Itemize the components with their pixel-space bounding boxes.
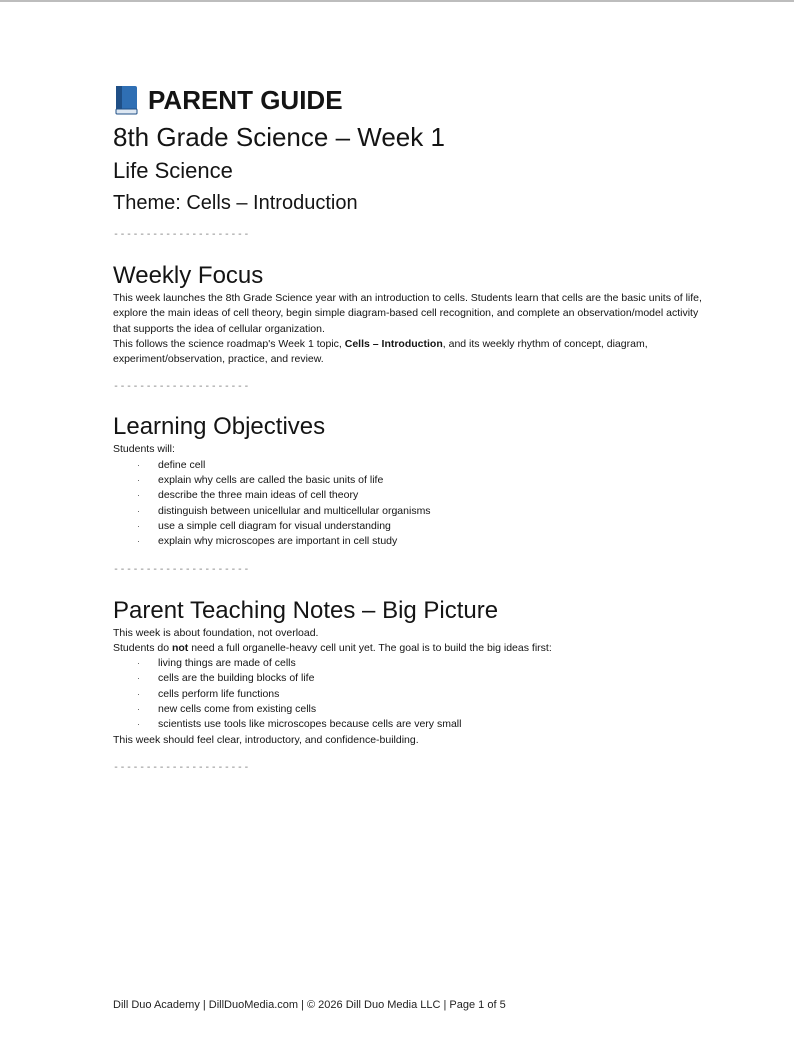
book-icon (113, 85, 139, 115)
grade-week-heading: 8th Grade Science – Week 1 (113, 122, 445, 152)
bullet-icon: · (137, 459, 140, 470)
list-item-text: living things are made of cells (158, 657, 296, 670)
notes-line: Students do not need a full organelle-heavy cell unit yet. The goal is to build the big ideas first: (113, 641, 552, 654)
section-divider: --------------------- (113, 761, 250, 773)
bullet-icon: · (137, 658, 140, 669)
bullet-icon: · (137, 536, 140, 547)
big-ideas-list (113, 656, 713, 732)
list-item (113, 671, 713, 686)
list-item-text: define cell (158, 458, 206, 471)
notes-line: This week is about foundation, not overload. (113, 626, 319, 639)
bullet-icon: · (137, 673, 140, 684)
list-item-text: distinguish between unicellular and multicellular organisms (158, 504, 431, 517)
list-item (113, 488, 713, 503)
bullet-icon: · (137, 505, 140, 516)
list-item-text: use a simple cell diagram for visual understanding (158, 519, 391, 532)
emphasis-not: not (171, 641, 189, 654)
list-item (113, 519, 713, 534)
objectives-intro: Students will: (113, 443, 175, 456)
subject-heading: Life Science (113, 158, 233, 183)
page-top-border (0, 0, 794, 2)
list-item-text: new cells come from existing cells (158, 703, 317, 716)
list-item (113, 702, 713, 717)
objectives-list (113, 458, 713, 550)
section-heading: Weekly Focus (113, 262, 264, 289)
notes-closing: This week should feel clear, introductory, and confidence-building. (113, 733, 419, 746)
bullet-icon: · (137, 719, 140, 730)
list-item-text: cells are the building blocks of life (158, 672, 315, 685)
list-item-text: scientists use tools like microscopes because cells are very small (158, 718, 462, 731)
list-item-text: explain why cells are called the basic units of life (158, 474, 384, 487)
weekly-focus-section (113, 261, 713, 367)
theme-heading: Theme: Cells – Introduction (113, 192, 358, 214)
list-item (113, 717, 713, 732)
section-heading: Learning Objectives (113, 413, 326, 441)
document-page (113, 82, 713, 774)
list-item-text: describe the three main ideas of cell theory (158, 489, 359, 502)
weekly-focus-paragraph: This week launches the 8th Grade Science year with an introduction to cells. Students learn that cells are the basic units of life, explore the main ideas of cell theory, begin simple diagram-based cell recognition, and complete an observation/model activity that supports the idea of cellular organization. (113, 292, 702, 335)
bullet-icon: · (137, 704, 140, 715)
guide-title-text: PARENT GUIDE (148, 85, 343, 115)
bullet-icon: · (137, 520, 140, 531)
page-footer: Dill Duo Academy | DillDuoMedia.com | © 2026 Dill Duo Media LLC | Page 1 of 5 (113, 999, 506, 1011)
list-item (113, 458, 713, 473)
section-heading: Parent Teaching Notes – Big Picture (113, 596, 499, 624)
roadmap-paragraph: This follows the science roadmap's Week 1 topic, Cells – Introduction, and its weekly rhythm of concept, diagram, experiment/observation, practice, and review. (113, 337, 648, 366)
bullet-icon: · (137, 688, 140, 699)
roadmap-topic: Cells – Introduction (344, 337, 443, 350)
bullet-icon: · (137, 490, 140, 501)
list-item (113, 504, 713, 519)
list-item (113, 534, 713, 549)
teaching-notes-section (113, 596, 713, 748)
list-item-text: explain why microscopes are important in cell study (158, 535, 398, 548)
section-divider: --------------------- (113, 563, 250, 575)
list-item-text: cells perform life functions (158, 687, 280, 700)
bullet-icon: · (137, 475, 140, 486)
guide-title (113, 82, 713, 118)
section-divider: --------------------- (113, 229, 250, 240)
list-item (113, 473, 713, 488)
list-item (113, 687, 713, 702)
learning-objectives-section (113, 412, 713, 549)
section-divider: --------------------- (113, 381, 250, 393)
list-item (113, 656, 713, 671)
